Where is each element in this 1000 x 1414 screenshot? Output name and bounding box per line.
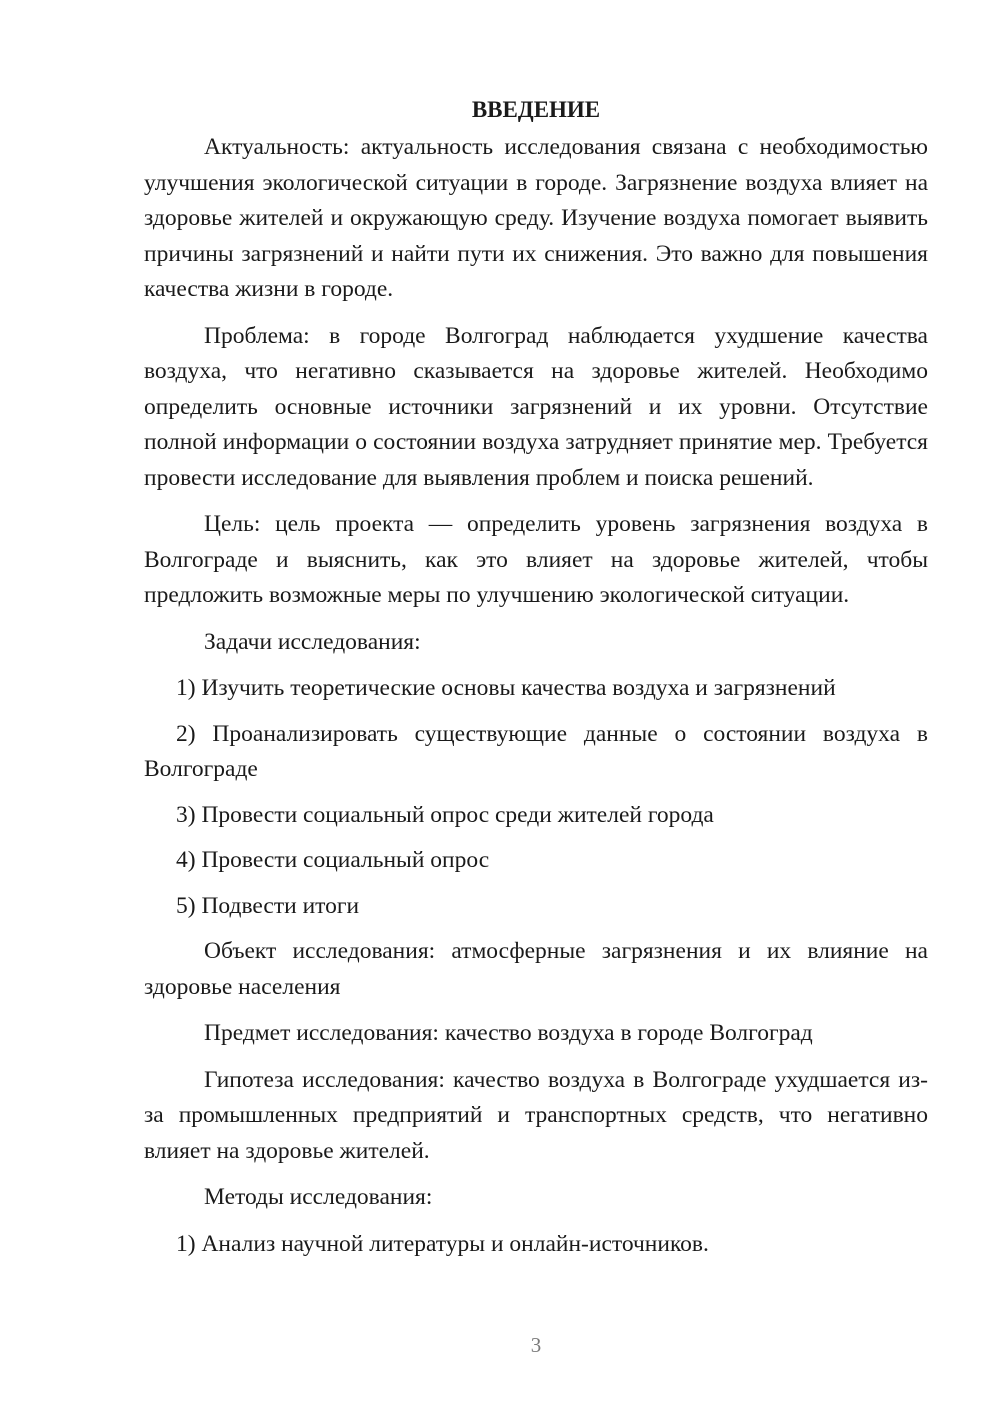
section-heading: ВВЕДЕНИЕ xyxy=(471,97,601,122)
task-item-5: 5) Подвести итоги xyxy=(176,892,360,919)
task-item-3: 3) Провести социальный опрос среди жителей города xyxy=(176,801,714,828)
method-item-1: 1) Анализ научной литературы и онлайн-источников. xyxy=(176,1230,709,1257)
task-item-2: 2) Проанализировать существующие данные о состоянии воздуха в Волгограде xyxy=(144,720,928,782)
object-paragraph: Объект исследования: атмосферные загрязнения и их влияние на здоровье населения xyxy=(144,938,928,1000)
goal-paragraph: Цель: цель проекта — определить уровень загрязнения воздуха в Волгограде и выяснить, как это влияет на здоровье жителей, чтобы предложить возможные меры по улучшению экологической ситуации. xyxy=(144,511,928,608)
subject-paragraph: Предмет исследования: качество воздуха в городе Волгоград xyxy=(204,1020,813,1046)
page-content xyxy=(144,92,928,1272)
page-number: 3 xyxy=(530,1333,542,1357)
tasks-title: Задачи исследования: xyxy=(204,628,421,655)
task-item-1: 1) Изучить теоретические основы качества воздуха и загрязнений xyxy=(176,675,836,701)
problem-paragraph: Проблема: в городе Волгоград наблюдается ухудшение качества воздуха, что негативно сказывается на здоровье жителей. Необходимо определить основные источники загрязнений и их уровни. Отсутствие полной информации о состоянии воздуха затрудняет принятие мер. Требуется провести исследование для выявления проблем и поиска решений. xyxy=(144,322,928,491)
methods-title: Методы исследования: xyxy=(204,1184,433,1210)
hypothesis-paragraph: Гипотеза исследования: качество воздуха в Волгограде ухудшается из-за промышленных предприятий и транспортных средств, что негативно влияет на здоровье жителей. xyxy=(144,1066,928,1164)
relevance-paragraph: Актуальность: актуальность исследования связана с необходимостью улучшения экологической ситуации в городе. Загрязнение воздуха влияет на здоровье жителей и окружающую среду. Изучение воздуха помогает выявить причины загрязнений и найти пути их снижения. Это важно для повышения качества жизни в городе. xyxy=(144,134,928,302)
task-item-4: 4) Провести социальный опрос xyxy=(176,847,490,873)
